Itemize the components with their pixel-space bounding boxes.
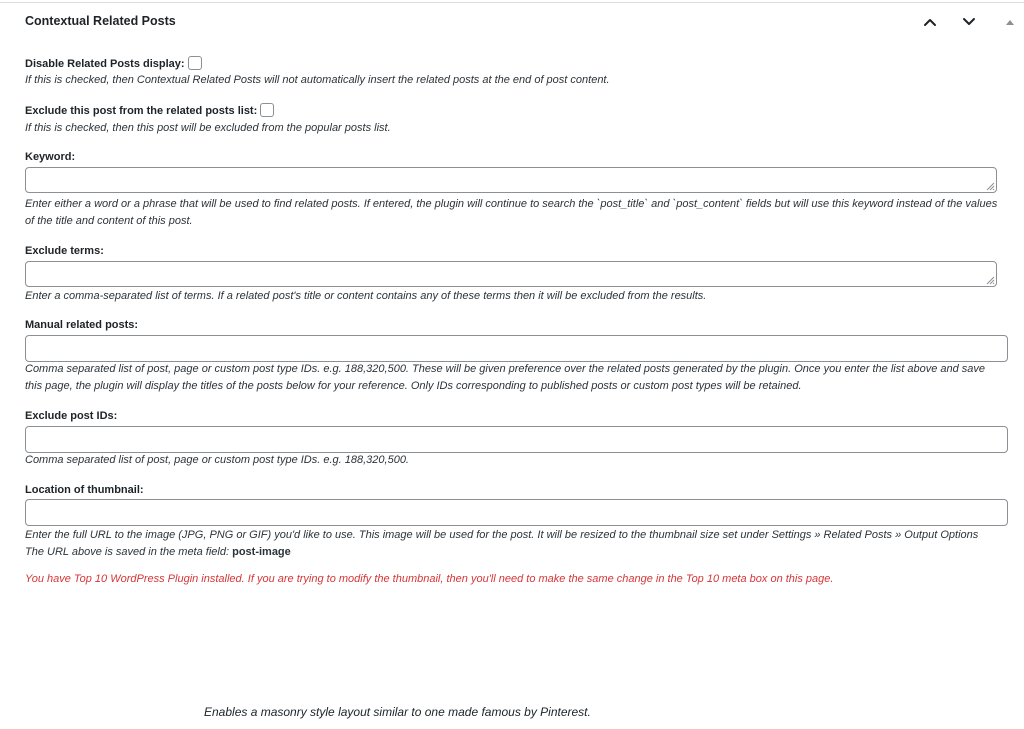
top10-notice: You have Top 10 WordPress Plugin installed. If you are trying to modify the thumbnail, then you'll need to make the same change in the Top 10 meta box on this page. — [25, 573, 834, 585]
disable-display-label: Disable Related Posts display: — [25, 58, 185, 70]
keyword-label: Keyword: — [25, 151, 76, 163]
exclude-terms-textarea[interactable] — [25, 261, 997, 287]
resize-grip-icon[interactable] — [985, 275, 995, 285]
keyword-description: Enter either a word or a phrase that will be used to find related posts. If entered, the plugin will continue to search the `post_title` and `post_content` fields but will use this keyword instead of the values of the title and content of this post. — [25, 198, 998, 227]
toggle-panel-button[interactable] — [998, 10, 1022, 34]
exclude-ids-label: Exclude post IDs: — [25, 410, 118, 422]
thumbnail-url-input[interactable] — [25, 499, 1008, 526]
chevron-up-icon — [923, 17, 937, 27]
metabox-title: Contextual Related Posts — [25, 14, 176, 28]
resize-grip-icon[interactable] — [985, 181, 995, 191]
exclude-post-description: If this is checked, then this post will be excluded from the popular posts list. — [25, 122, 391, 134]
disable-display-row — [25, 56, 202, 70]
exclude-post-checkbox[interactable] — [260, 103, 274, 117]
thumbnail-meta-key: post-image — [232, 546, 291, 558]
exclude-post-row — [25, 103, 274, 117]
exclude-terms-label: Exclude terms: — [25, 245, 104, 257]
move-up-button[interactable] — [918, 10, 942, 34]
manual-related-input[interactable] — [25, 335, 1008, 362]
exclude-ids-input[interactable] — [25, 426, 1008, 453]
thumbnail-description — [25, 527, 1000, 561]
manual-related-description: Comma separated list of post, page or custom post type IDs. e.g. 188,320,500. These will be given preference over the related posts generated by the plugin. Once you enter the list above and save this page, the plugin will display the titles of the posts below for your reference. Only IDs corresponding to published posts or custom post types will be retained. — [25, 363, 986, 392]
exclude-terms-description: Enter a comma-separated list of terms. If a related post's title or content contains any of these terms then it will be excluded from the results. — [25, 290, 707, 302]
top-divider — [0, 2, 1024, 3]
keyword-textarea[interactable] — [25, 167, 997, 193]
disable-display-description: If this is checked, then Contextual Related Posts will not automatically insert the related posts at the end of post content. — [25, 74, 610, 86]
chevron-down-icon — [962, 17, 976, 27]
manual-related-label: Manual related posts: — [25, 319, 139, 331]
thumbnail-description-text: Enter the full URL to the image (JPG, PNG or GIF) you'd like to use. This image will be used for the post. It will be resized to the thumbnail size set under Settings » Related Posts » Output Options The URL above is saved in the meta field: — [25, 529, 979, 558]
move-down-button[interactable] — [957, 10, 981, 34]
thumbnail-label: Location of thumbnail: — [25, 484, 144, 496]
triangle-up-icon — [1005, 18, 1015, 26]
disable-display-checkbox[interactable] — [188, 56, 202, 70]
exclude-post-label: Exclude this post from the related posts list: — [25, 105, 258, 117]
masonry-note: Enables a masonry style layout similar to one made famous by Pinterest. — [204, 705, 591, 719]
exclude-ids-description: Comma separated list of post, page or custom post type IDs. e.g. 188,320,500. — [25, 454, 409, 466]
